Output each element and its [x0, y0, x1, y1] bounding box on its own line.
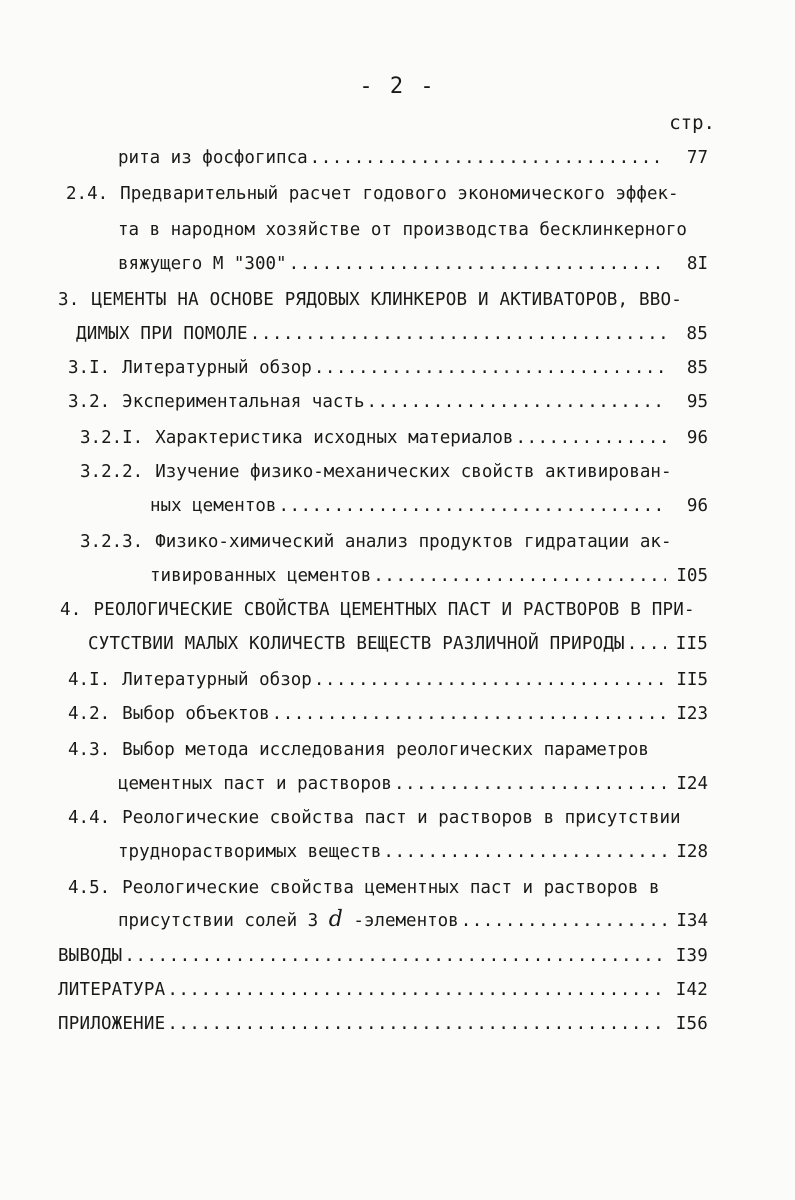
toc-num: 3.2.3.: [80, 532, 144, 552]
toc-text: ЦЕМЕНТЫ НА ОСНОВЕ РЯДОВЫХ КЛИНКЕРОВ И АКТИВАТОРОВ, ВВО-: [91, 290, 682, 310]
toc-leader: [310, 146, 666, 170]
toc-line: [118, 146, 708, 170]
toc-line: [68, 390, 708, 414]
toc-text: Физико-химический анализ продуктов гидратации ак-: [155, 532, 672, 552]
toc-num: 2.4.: [66, 184, 109, 204]
toc-line: [150, 564, 708, 588]
toc-line: [66, 182, 679, 206]
toc-leader: [289, 252, 666, 276]
toc-num: 3.2.2.: [80, 462, 144, 482]
toc-num: 4.I.: [68, 670, 111, 690]
toc-line: [58, 944, 708, 968]
toc-page: II5: [675, 634, 708, 654]
toc-line: [60, 598, 695, 622]
toc-num: 4.5.: [68, 878, 111, 898]
toc-num: 3.: [58, 290, 80, 310]
toc-page: 96: [686, 496, 708, 516]
toc-num: 3.2.: [68, 392, 111, 412]
toc-num: 3.I.: [68, 358, 111, 378]
page-column-header: стр.: [669, 112, 715, 134]
toc-text-part: присутствии солей 3: [118, 911, 319, 931]
toc-text: Экспериментальная часть: [122, 392, 365, 412]
toc-num: 4.4.: [68, 808, 111, 828]
toc-page: 95: [686, 392, 708, 412]
toc-page: I56: [675, 1014, 708, 1034]
toc-leader: [366, 390, 666, 414]
toc-line: [118, 218, 687, 242]
toc-line: [118, 772, 708, 796]
toc-line: [118, 908, 708, 933]
toc-leader: [314, 356, 666, 380]
toc-page: 77: [686, 148, 708, 168]
toc-leader: [272, 702, 666, 726]
toc-text: РЕОЛОГИЧЕСКИЕ СВОЙСТВА ЦЕМЕНТНЫХ ПАСТ И РАСТВОРОВ В ПРИ-: [93, 600, 695, 620]
toc-line: [68, 806, 681, 830]
toc-text: Выбор метода исследования реологических параметров: [122, 740, 649, 760]
toc-line: [118, 840, 708, 864]
toc-text: СУТСТВИИ МАЛЫХ КОЛИЧЕСТВ ВЕЩЕСТВ РАЗЛИЧНОЙ ПРИРОДЫ: [88, 634, 625, 654]
toc-line: [76, 322, 708, 346]
toc-page: I23: [676, 704, 708, 724]
toc-line: [88, 632, 708, 656]
toc-text: Литературный обзор: [122, 358, 312, 378]
toc-leader: [278, 494, 666, 518]
toc-text: ПРИЛОЖЕНИЕ: [58, 1014, 166, 1034]
toc-page: I24: [676, 774, 708, 794]
toc-text: ВЫВОДЫ: [58, 946, 123, 966]
toc-leader: [383, 840, 666, 864]
toc-line: [118, 252, 708, 276]
toc-leader: [124, 944, 666, 968]
toc-text: вяжущего М "300": [118, 254, 287, 274]
toc-num: 4.2.: [68, 704, 111, 724]
toc-page: 96: [686, 428, 708, 448]
toc-page: 85: [686, 358, 708, 378]
toc-page: 85: [686, 324, 708, 344]
toc-text: Выбор объектов: [122, 704, 270, 724]
toc-line: [58, 978, 708, 1002]
toc-num: 3.2.I.: [80, 428, 144, 448]
toc-text: цементных паст и растворов: [118, 774, 392, 794]
toc-line: [68, 738, 649, 762]
toc-text: Изучение физико-механических свойств активирован-: [155, 462, 672, 482]
toc-leader: [250, 322, 666, 346]
toc-leader: [627, 632, 666, 656]
toc-page: I34: [676, 911, 708, 931]
toc-text: тивированных цементов: [150, 566, 372, 586]
toc-line: [80, 426, 708, 450]
toc-text: ных цементов: [150, 496, 277, 516]
toc-text: Литературный обзор: [122, 670, 312, 690]
toc-line: [68, 668, 708, 692]
toc-line: [150, 494, 708, 518]
toc-line: [58, 1012, 708, 1036]
toc-num: 4.: [60, 600, 82, 620]
page-number: - 2 -: [359, 74, 436, 99]
toc-line: [68, 876, 660, 900]
toc-leader: [167, 978, 666, 1002]
toc-text: Реологические свойства цементных паст и растворов в: [122, 878, 660, 898]
toc-line: [68, 356, 708, 380]
toc-page: I05: [676, 566, 708, 586]
toc-text: ДИМЫХ ПРИ ПОМОЛЕ: [76, 324, 248, 344]
toc-page: II5: [676, 670, 708, 690]
toc-line: [58, 288, 682, 312]
toc-line: [68, 702, 708, 726]
toc-page: I28: [676, 842, 708, 862]
toc-line: [80, 530, 671, 554]
toc-text: [118, 908, 459, 933]
toc-text: Предварительный расчет годового экономического эффек-: [120, 184, 679, 204]
toc-page: I39: [675, 946, 708, 966]
toc-text-part: -элементов: [342, 911, 459, 931]
toc-page: 8I: [686, 254, 708, 274]
toc-leader: [167, 1012, 666, 1036]
toc-line: [80, 460, 671, 484]
toc-leader: [373, 564, 666, 588]
toc-page: I42: [675, 980, 708, 1000]
toc-leader: [515, 426, 666, 450]
toc-text-italic: d: [328, 907, 343, 932]
toc-leader: [314, 668, 666, 692]
toc-text: Реологические свойства паст и растворов в присутствии: [122, 808, 681, 828]
toc-leader: [461, 909, 666, 933]
toc-text: труднорастворимых веществ: [118, 842, 382, 862]
toc-num: 4.3.: [68, 740, 111, 760]
toc-text: Характеристика исходных материалов: [155, 428, 514, 448]
toc-leader: [394, 772, 666, 796]
toc-text: рита из фосфогипса: [118, 148, 308, 168]
toc-text: ЛИТЕРАТУРА: [58, 980, 166, 1000]
toc-text: та в народном хозяйстве от производства бесклинкерного: [118, 220, 687, 240]
